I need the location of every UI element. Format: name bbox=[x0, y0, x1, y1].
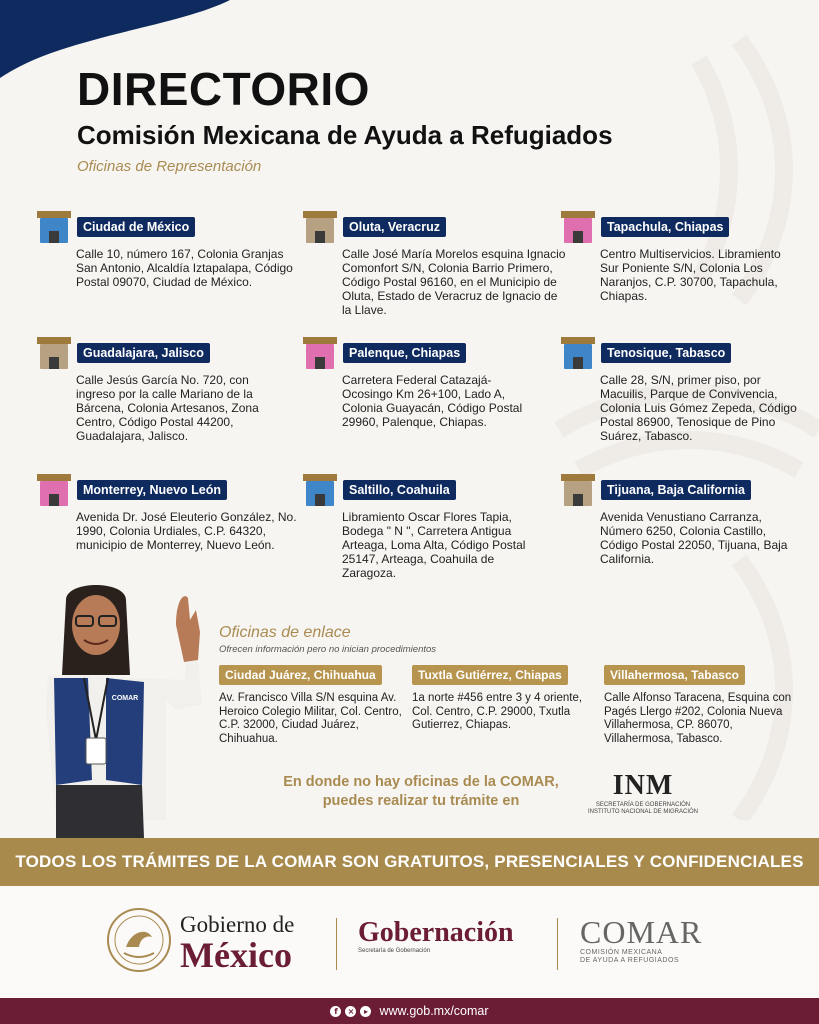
office-card-guadalajara bbox=[37, 337, 277, 443]
liaison-section-title: Oficinas de enlace bbox=[219, 624, 351, 641]
building-icon bbox=[37, 474, 71, 506]
liaison-address: 1a norte #456 entre 3 y 4 oriente, Col. Centro, C.P. 29000, Txutla Gutierrez, Chiapas. bbox=[412, 692, 583, 731]
liaison-address: Av. Francisco Villa S/N esquina Av. Heroico Colegio Militar, Col. Centro, C.P. 32000, Ciudad Juárez, Chihuahua. bbox=[219, 692, 402, 745]
no-office-notice: En donde no hay oficinas de la COMAR, puedes realizar tu trámite en bbox=[283, 774, 559, 809]
x-icon[interactable]: × bbox=[345, 1006, 356, 1017]
liaison-card-villahermosa bbox=[604, 664, 804, 746]
office-city: Guadalajara, Jalisco bbox=[77, 343, 210, 363]
comar-sub1: COMISIÓN MEXICANA bbox=[580, 949, 663, 956]
office-card-cdmx bbox=[37, 211, 293, 289]
liaison-city: Villahermosa, Tabasco bbox=[604, 665, 745, 685]
office-address: Avenida Venustiano Carranza, Número 6250, Colonia Castillo, Código Postal 22050, Tijuana, Baja California. bbox=[600, 510, 788, 566]
staff-illustration bbox=[26, 580, 206, 838]
office-city: Tenosique, Tabasco bbox=[601, 343, 731, 363]
liaison-card-tuxtla bbox=[412, 664, 612, 733]
building-icon bbox=[561, 337, 595, 369]
building-icon bbox=[37, 337, 71, 369]
office-address: Calle 10, número 167, Colonia Granjas San Antonio, Alcaldía Iztapalapa, Código Postal 09070, Ciudad de México. bbox=[76, 247, 293, 289]
office-address: Calle José María Morelos esquina Ignacio Comonfort S/N, Colonia Barrio Primero, Código Postal 96160, en el Municipio de Oluta, Estado de Veracruz de Ignacio de la Llave. bbox=[342, 247, 566, 317]
national-seal-icon bbox=[106, 907, 172, 973]
vest-label: COMAR bbox=[111, 695, 139, 702]
office-card-monterrey bbox=[37, 474, 297, 552]
building-icon bbox=[561, 211, 595, 243]
office-card-tijuana bbox=[561, 474, 801, 566]
liaison-address: Calle Alfonso Taracena, Esquina con Pagés Llergo #202, Colonia Nueva Villahermosa, CP. 86070, Villahermosa, Tabasco. bbox=[604, 692, 792, 745]
office-card-tapachula bbox=[561, 211, 801, 303]
gobierno-de-mexico-logo bbox=[180, 913, 294, 973]
office-city: Tapachula, Chiapas bbox=[601, 217, 729, 237]
office-address: Carretera Federal Catazajá-Ocosingo Km 26+100, Lado A, Colonia Guayacán, Código Postal 29960, Palenque, Chiapas. bbox=[342, 373, 523, 429]
inm-logo-text: INM bbox=[612, 770, 674, 801]
facebook-icon[interactable]: f bbox=[330, 1006, 341, 1017]
comar-sub2: DE AYUDA A REFUGIADOS bbox=[580, 957, 680, 964]
office-address: Calle 28, S/N, primer piso, por Macuilis, Parque de Convivencia, Colonia Luis Gómez Zepeda, Código Postal 86900, Tenosique de Pino Suárez, Tabasco. bbox=[600, 373, 797, 443]
page-title: DIRECTORIO bbox=[77, 63, 370, 115]
liaison-city: Tuxtla Gutiérrez, Chiapas bbox=[412, 665, 568, 685]
office-address: Libramiento Oscar Flores Tapia, Bodega " N ", Carretera Antigua Arteaga, Loma Alta, Código Postal 25147, Arteaga, Coahuila de Zaragoza. bbox=[342, 510, 526, 580]
office-card-palenque bbox=[303, 337, 543, 429]
office-city: Ciudad de México bbox=[77, 217, 195, 237]
building-icon bbox=[37, 211, 71, 243]
gobernacion-sub: Secretaría de Gobernación bbox=[358, 948, 431, 954]
office-city: Oluta, Veracruz bbox=[343, 217, 446, 237]
gobernacion-text: Gobernación bbox=[358, 917, 514, 948]
liaison-section-subtitle: Ofrecen información pero no inician procedimientos bbox=[219, 644, 437, 655]
section-label: Oficinas de Representación bbox=[77, 158, 262, 175]
banner-text: TODOS LOS TRÁMITES DE LA COMAR SON GRATUITOS, PRESENCIALES Y CONFIDENCIALES bbox=[15, 852, 804, 871]
office-card-saltillo bbox=[303, 474, 543, 580]
office-city: Saltillo, Coahuila bbox=[343, 480, 456, 500]
footer-divider bbox=[336, 918, 337, 970]
liaison-city: Ciudad Juárez, Chihuahua bbox=[219, 665, 382, 685]
office-card-oluta bbox=[303, 211, 566, 317]
building-icon bbox=[303, 211, 337, 243]
office-city: Palenque, Chiapas bbox=[343, 343, 466, 363]
youtube-icon[interactable]: ▸ bbox=[360, 1006, 371, 1017]
comar-text: COMAR bbox=[580, 914, 703, 950]
gobernacion-logo bbox=[358, 918, 514, 954]
page-subtitle: Comisión Mexicana de Ayuda a Refugiados bbox=[77, 120, 613, 150]
inm-logo bbox=[578, 770, 708, 816]
liaison-card-juarez bbox=[219, 664, 419, 746]
inm-line2: INSTITUTO NACIONAL DE MIGRACIÓN bbox=[587, 809, 698, 815]
building-icon bbox=[303, 474, 337, 506]
office-city: Monterrey, Nuevo León bbox=[77, 480, 227, 500]
bottom-bar bbox=[0, 998, 819, 1024]
comar-logo bbox=[580, 915, 702, 965]
office-card-tenosique bbox=[561, 337, 801, 443]
building-icon bbox=[561, 474, 595, 506]
website-link[interactable]: www.gob.mx/comar bbox=[379, 1004, 489, 1018]
building-icon bbox=[303, 337, 337, 369]
office-address: Avenida Dr. José Eleuterio González, No. 1990, Colonia Urdiales, C.P. 64320, municipio de Monterrey, Nuevo León. bbox=[76, 510, 297, 552]
office-address: Calle Jesús García No. 720, con ingreso por la calle Mariano de la Bárcena, Colonia Artesanos, Zona Centro, Código Postal 44200, Guadalajara, Jalisco. bbox=[76, 373, 259, 443]
office-city: Tijuana, Baja California bbox=[601, 480, 751, 500]
free-services-banner bbox=[0, 838, 819, 886]
inm-line1: SECRETARÍA DE GOBERNACIÓN bbox=[595, 802, 691, 808]
gob-line2: México bbox=[180, 935, 292, 975]
footer-divider bbox=[557, 918, 558, 970]
gob-line1: Gobierno de bbox=[180, 912, 295, 937]
office-address: Centro Multiservicios. Libramiento Sur Poniente S/N, Colonia Los Naranjos, C.P. 30700, Tapachula, Chiapas. bbox=[600, 247, 781, 303]
